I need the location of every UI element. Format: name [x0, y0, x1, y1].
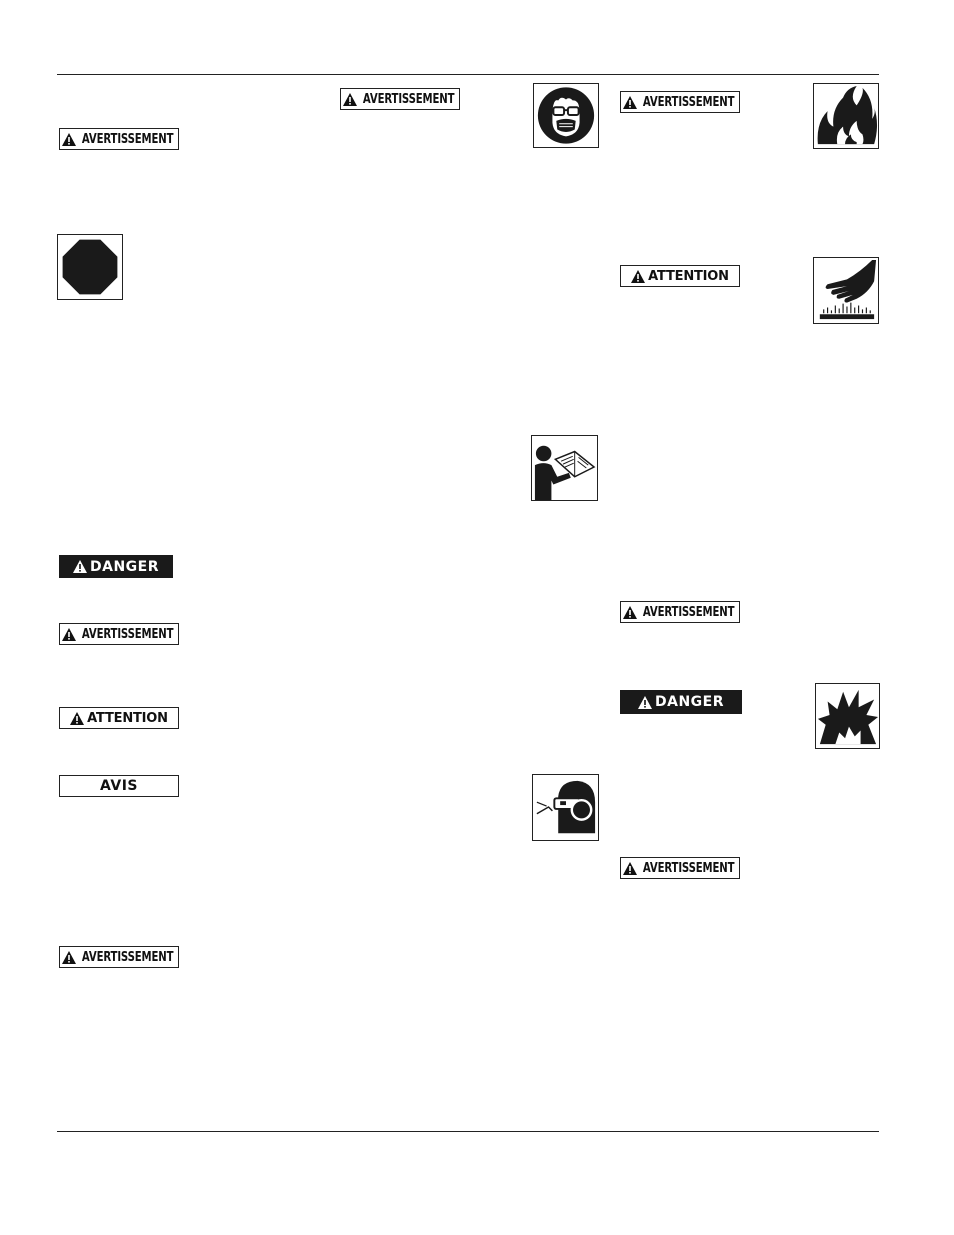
- warning-label-text: AVERTISSEMENT: [642, 94, 735, 110]
- hearing-eye-protection-icon: [532, 774, 599, 841]
- danger-label-text: DANGER: [654, 694, 724, 710]
- warning-label: [59, 128, 179, 150]
- warning-label: [340, 88, 460, 110]
- warning-triangle-icon: [623, 96, 637, 109]
- danger-label-text: DANGER: [89, 558, 159, 575]
- explosion-icon: [815, 683, 880, 749]
- warning-label: [620, 857, 740, 879]
- warning-triangle-icon: [62, 951, 76, 964]
- warning-triangle-icon: [343, 93, 357, 106]
- warning-triangle-icon: [62, 133, 76, 146]
- warning-label: [620, 91, 740, 113]
- header-rule: [57, 74, 879, 75]
- caution-label-text: ATTENTION: [87, 710, 168, 726]
- warning-label-text: AVERTISSEMENT: [642, 604, 735, 620]
- warning-triangle-icon: [62, 628, 76, 641]
- read-manual-icon: [531, 435, 598, 501]
- danger-label: [59, 555, 173, 578]
- warning-label: [620, 601, 740, 623]
- stop-sign-icon: [57, 234, 123, 300]
- warning-label-text: AVERTISSEMENT: [81, 131, 174, 147]
- danger-label: [620, 690, 742, 714]
- warning-label-text: AVERTISSEMENT: [81, 626, 174, 642]
- face-mask-goggles-icon: [533, 83, 599, 148]
- warning-triangle-icon: [73, 560, 87, 573]
- caution-label: [59, 707, 179, 729]
- warning-triangle-icon: [623, 606, 637, 619]
- hot-surface-hand-icon: [813, 257, 879, 324]
- caution-label: [620, 265, 740, 287]
- warning-label: [59, 946, 179, 968]
- warning-label-text: AVERTISSEMENT: [642, 860, 735, 876]
- warning-triangle-icon: [631, 270, 645, 283]
- warning-label-text: AVERTISSEMENT: [362, 91, 455, 107]
- warning-triangle-icon: [638, 696, 652, 709]
- notice-label: [59, 775, 179, 797]
- notice-label-text: AVIS: [99, 778, 138, 794]
- flame-icon: [813, 83, 879, 149]
- warning-label: [59, 623, 179, 645]
- warning-label-text: AVERTISSEMENT: [81, 949, 174, 965]
- caution-label-text: ATTENTION: [648, 268, 729, 284]
- footer-rule: [57, 1131, 879, 1132]
- warning-triangle-icon: [70, 712, 84, 725]
- warning-triangle-icon: [623, 862, 637, 875]
